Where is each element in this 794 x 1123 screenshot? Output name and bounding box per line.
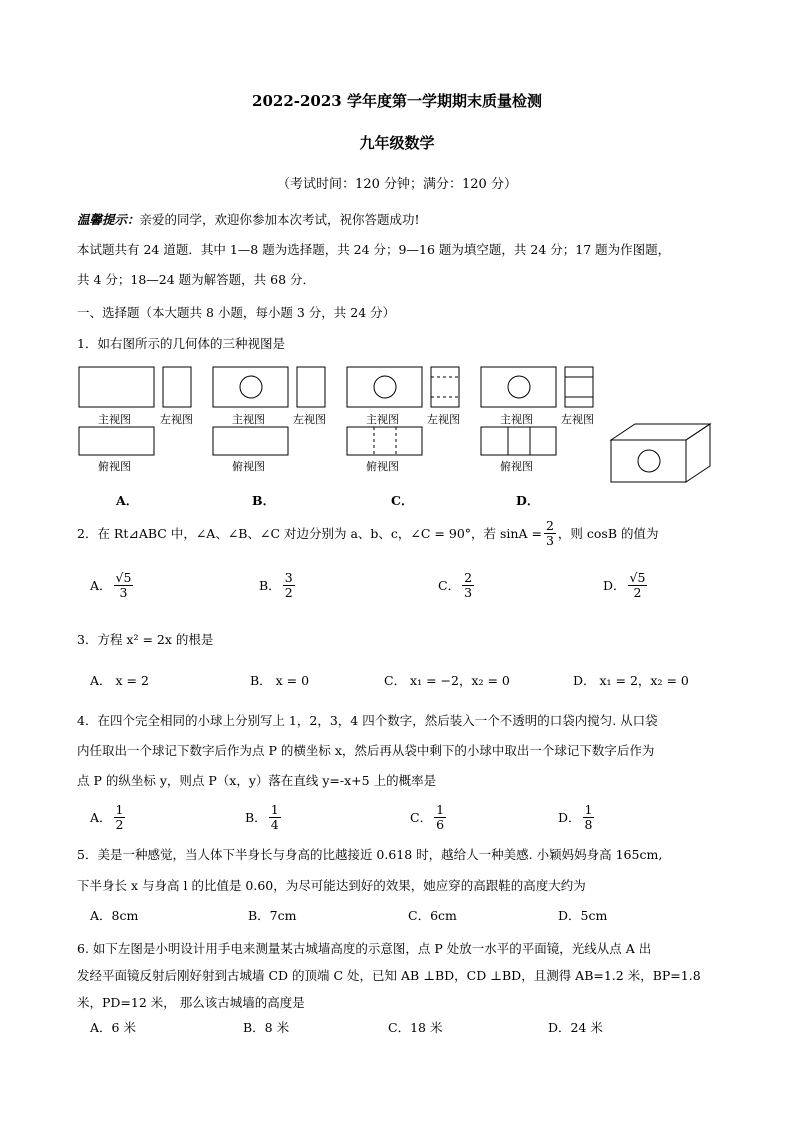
- q4-a-den: 2: [115, 816, 124, 832]
- q2-c-num: 2: [464, 569, 473, 585]
- q6-line3: 米，PD=12 米， 那么该古城墙的高度是: [77, 995, 305, 1010]
- q4-c-label: C．: [410, 810, 433, 825]
- notice-label: 温馨提示：: [77, 212, 140, 227]
- q4-option-d: [558, 797, 596, 837]
- q2-a-label: A．: [90, 578, 112, 593]
- c-top-label: 俯视图: [366, 460, 399, 473]
- q2-option-d: [603, 565, 649, 605]
- notice-line: [77, 210, 420, 228]
- q4-line1: 4．在四个完全相同的小球上分别写上 1，2，3，4 四个数字，然后装入一个不透明的口袋内搅匀. 从口袋: [77, 713, 658, 728]
- q4-c-num: 1: [436, 801, 445, 817]
- q3-option-a: A． x = 2: [90, 673, 149, 688]
- q4-d-label: D．: [558, 810, 581, 825]
- q2-option-c: [438, 565, 476, 605]
- c-front-circle: [374, 376, 396, 398]
- q4-line3: 点 P 的纵坐标 y，则点 P（x，y）落在直线 y=-x+5 上的概率是: [77, 773, 437, 788]
- a-front-label: 主视图: [98, 413, 131, 426]
- q4-c-den: 6: [436, 816, 445, 832]
- q2-c-label: C．: [438, 578, 461, 593]
- q2-frac-den: 3: [545, 532, 554, 548]
- q2-option-b: [259, 565, 297, 605]
- q3-option-d: D． x₁ = 2，x₂ = 0: [573, 673, 689, 688]
- d-front-view: [481, 367, 556, 407]
- q2-b-num: 3: [284, 569, 293, 585]
- d-top-label: 俯视图: [500, 460, 533, 473]
- q6-line1: 6. 如下左图是小明设计用手电来测量某古城墙高度的示意图，点 P 处放一水平的平面镜，光线从点 A 出: [77, 941, 652, 956]
- q2-d-label: D．: [603, 578, 626, 593]
- q1-option-d: D．: [516, 493, 540, 508]
- solid-top-face: [611, 424, 710, 440]
- q6-option-b: B．8 米: [243, 1020, 290, 1035]
- q2-b-den: 2: [284, 584, 293, 600]
- q5-line1: 5．美是一种感觉，当人体下半身长与身高的比越接近 0.618 时，越给人一种美感. 小颖妈妈身高 165cm,: [77, 847, 663, 862]
- b-front-label: 主视图: [232, 413, 265, 426]
- q2-stem: [77, 512, 658, 554]
- b-side-view: [297, 367, 325, 407]
- b-front-view: [213, 367, 288, 407]
- q1-stem: 1．如右图所示的几何体的三种视图是: [77, 336, 285, 351]
- c-side-label: 左视图: [427, 413, 460, 426]
- q1-option-b: B．: [252, 493, 276, 508]
- option-b-views: [213, 367, 326, 473]
- q3-option-c: C． x₁ = −2，x₂ = 0: [384, 673, 510, 688]
- q2-option-a: [90, 565, 135, 605]
- q2-b-label: B．: [259, 578, 281, 593]
- solid-side-face: [686, 424, 710, 482]
- b-side-label: 左视图: [293, 413, 326, 426]
- q2-sina-fraction: [544, 519, 556, 548]
- c-front-view: [347, 367, 422, 407]
- q5-line2: 下半身长 x 与身高 l 的比值是 0.60，为尽可能达到好的效果，她应穿的高跟鞋的高度大约为: [77, 878, 586, 893]
- solid-hole-circle: [638, 450, 660, 472]
- q6-line2: 发经平面镜反射后刚好射到古城墙 CD 的顶端 C 处，已知 AB ⊥BD，CD ⊥BD，且测得 AB=1.2 米，BP=1.8: [77, 968, 701, 983]
- q2-a-num: √5: [115, 569, 132, 585]
- a-side-view: [163, 367, 191, 407]
- q5-option-d: D．5cm: [558, 908, 608, 923]
- q6-option-d: D．24 米: [548, 1020, 603, 1035]
- exam-info: （考试时间：120 分钟；满分：120 分）: [277, 177, 517, 192]
- option-c-views: [347, 367, 460, 473]
- q4-option-a: [90, 797, 127, 837]
- q4-d-den: 8: [584, 816, 593, 832]
- q4-option-c: [410, 797, 448, 837]
- q3-option-b: B． x = 0: [250, 673, 310, 688]
- c-top-view: [347, 427, 422, 455]
- option-d-views: [481, 367, 594, 473]
- a-side-label: 左视图: [160, 413, 193, 426]
- notice-line2: 共 4 分；18—24 题为解答题，共 68 分．: [77, 272, 316, 287]
- q6-option-a: A．6 米: [90, 1020, 136, 1035]
- q5-option-b: B．7cm: [248, 908, 297, 923]
- q1-option-c: C．: [391, 493, 414, 508]
- q4-b-den: 4: [270, 816, 279, 832]
- q2-c-den: 3: [464, 584, 473, 600]
- notice-line1: 本试题共有 24 道题．其中 1—8 题为选择题，共 24 分；9—16 题为填空题，共 24 分；17 题为作图题，: [77, 242, 671, 257]
- q4-option-b: [245, 797, 283, 837]
- a-top-label: 俯视图: [98, 460, 131, 473]
- c-side-view: [431, 367, 459, 407]
- subject-title: 九年级数学: [359, 134, 435, 152]
- q2-stem-pre: 2．在 Rt⊿ABC 中，∠A、∠B、∠C 对边分别为 a、b、c，∠C = 90°，若 sinA =: [77, 526, 542, 541]
- q1-option-a: A．: [116, 493, 139, 508]
- section1-heading: 一、选择题（本大题共 8 小题，每小题 3 分，共 24 分）: [77, 305, 396, 320]
- q5-option-c: C．6cm: [408, 908, 457, 923]
- b-top-view: [213, 427, 288, 455]
- b-top-label: 俯视图: [232, 460, 265, 473]
- q2-a-den: 3: [119, 584, 128, 600]
- notice-text: 亲爱的同学，欢迎你参加本次考试，祝你答题成功!: [139, 212, 420, 227]
- d-front-label: 主视图: [500, 413, 533, 426]
- d-side-view: [565, 367, 593, 407]
- a-front-view: [79, 367, 154, 407]
- exam-title: 2022-2023 学年度第一学期期末质量检测: [252, 92, 542, 110]
- d-front-circle: [508, 376, 530, 398]
- q2-d-den: 2: [633, 584, 642, 600]
- q2-stem-post: ，则 cosB 的值为: [557, 526, 659, 541]
- q2-frac-num: 2: [545, 517, 554, 533]
- q1-views-figure: [70, 360, 730, 510]
- q4-line2: 内任取出一个球记下数字后作为点 P 的横坐标 x，然后再从袋中剩下的小球中取出一个球记下数字后作为: [77, 743, 655, 758]
- q4-b-num: 1: [270, 801, 279, 817]
- solid-3d-figure: [611, 424, 710, 482]
- a-top-view: [79, 427, 154, 455]
- q4-a-num: 1: [115, 801, 124, 817]
- b-front-circle: [240, 376, 262, 398]
- c-front-label: 主视图: [366, 413, 399, 426]
- solid-front-face: [611, 440, 686, 482]
- option-a-views: [79, 367, 193, 473]
- q3-stem: 3．方程 x² = 2x 的根是: [77, 632, 214, 647]
- d-side-label: 左视图: [561, 413, 594, 426]
- q6-option-c: C．18 米: [388, 1020, 443, 1035]
- q4-a-label: A．: [90, 810, 112, 825]
- q2-d-num: √5: [629, 569, 646, 585]
- q4-d-num: 1: [584, 801, 593, 817]
- q4-b-label: B．: [245, 810, 267, 825]
- q5-option-a: A．8cm: [90, 908, 139, 923]
- d-top-view: [481, 427, 556, 455]
